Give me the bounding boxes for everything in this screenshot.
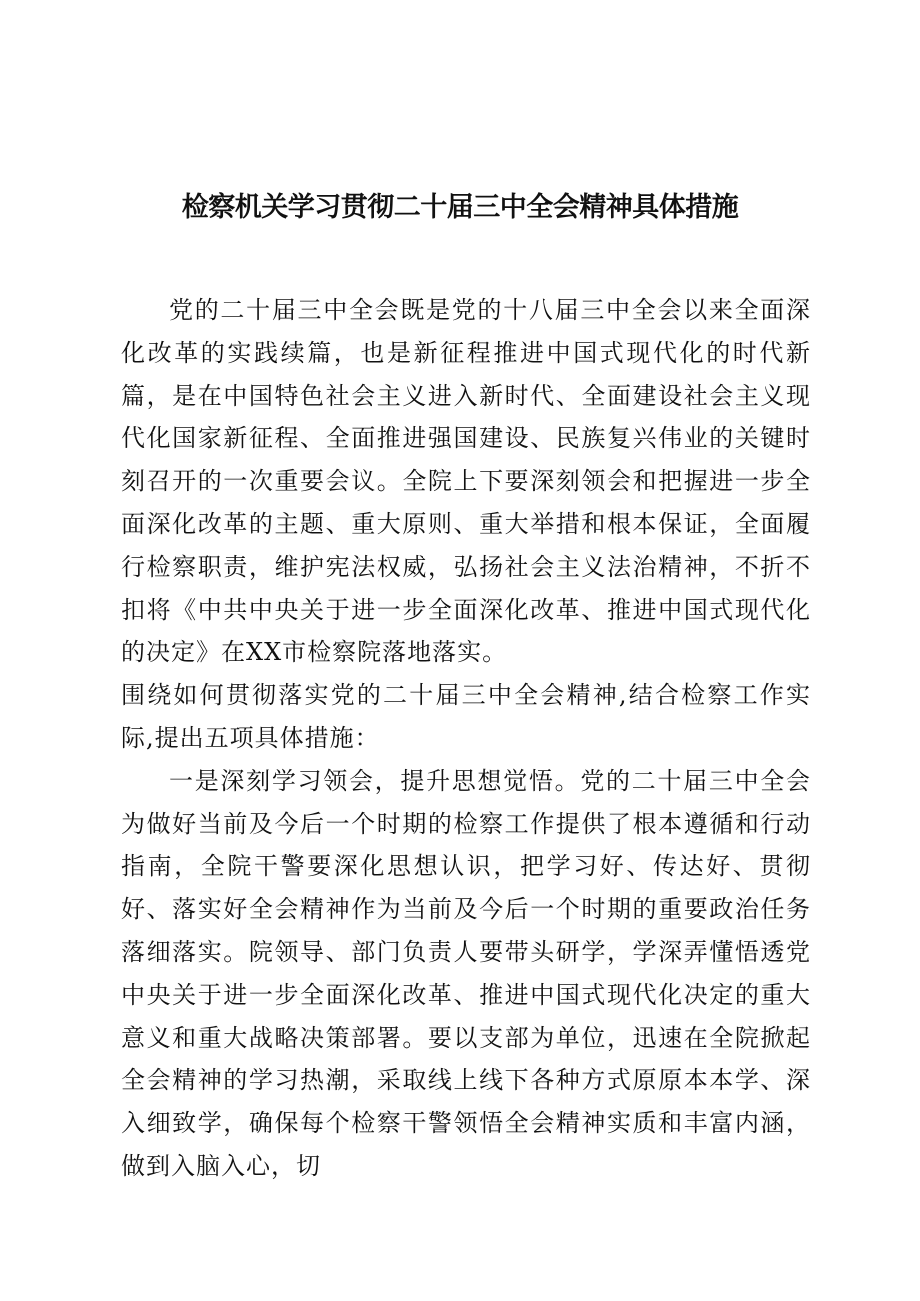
document-title: 检察机关学习贯彻二十届三中全会精神具体措施 bbox=[181, 192, 739, 223]
document-body bbox=[121, 289, 811, 1188]
paragraph-intro: 党的二十届三中全会既是党的十八届三中全会以来全面深化改革的实践续篇，也是新征程推进中国式现代化的时代新篇，是在中国特色社会主义进入新时代、全面建设社会主义现代化国家新征程、全面推进强国建设、民族复兴伟业的关键时刻召开的一次重要会议。全院上下要深刻领会和把握进一步全面深化改革的主题、重大原则、重大举措和根本保证，全面履行检察职责，维护宪法权威，弘扬社会主义法治精神，不折不扣将《中共中央关于进一步全面深化改革、推进中国式现代化的决定》在XX市检察院落地落实。 bbox=[121, 296, 811, 667]
paragraph-measures-lead: 围绕如何贯彻落实党的二十届三中全会精神,结合检察工作实际,提出五项具体措施： bbox=[121, 681, 811, 752]
paragraph-measure-one: 一是深刻学习领会，提升思想觉悟。党的二十届三中全会为做好当前及今后一个时期的检察工作提供了根本遵循和行动指南，全院干警要深化思想认识，把学习好、传达好、贯彻好、落实好全会精神作为当前及今后一个时期的重要政治任务落细落实。院领导、部门负责人要带头研学，学深弄懂悟透党中央关于进一步全面深化改革、推进中国式现代化决定的重大意义和重大战略决策部署。要以支部为单位，迅速在全院掀起全会精神的学习热潮，采取线上线下各种方式原原本本学、深入细致学，确保每个检察干警领悟全会精神实质和丰富内涵，做到入脑入心，切 bbox=[121, 766, 811, 1180]
